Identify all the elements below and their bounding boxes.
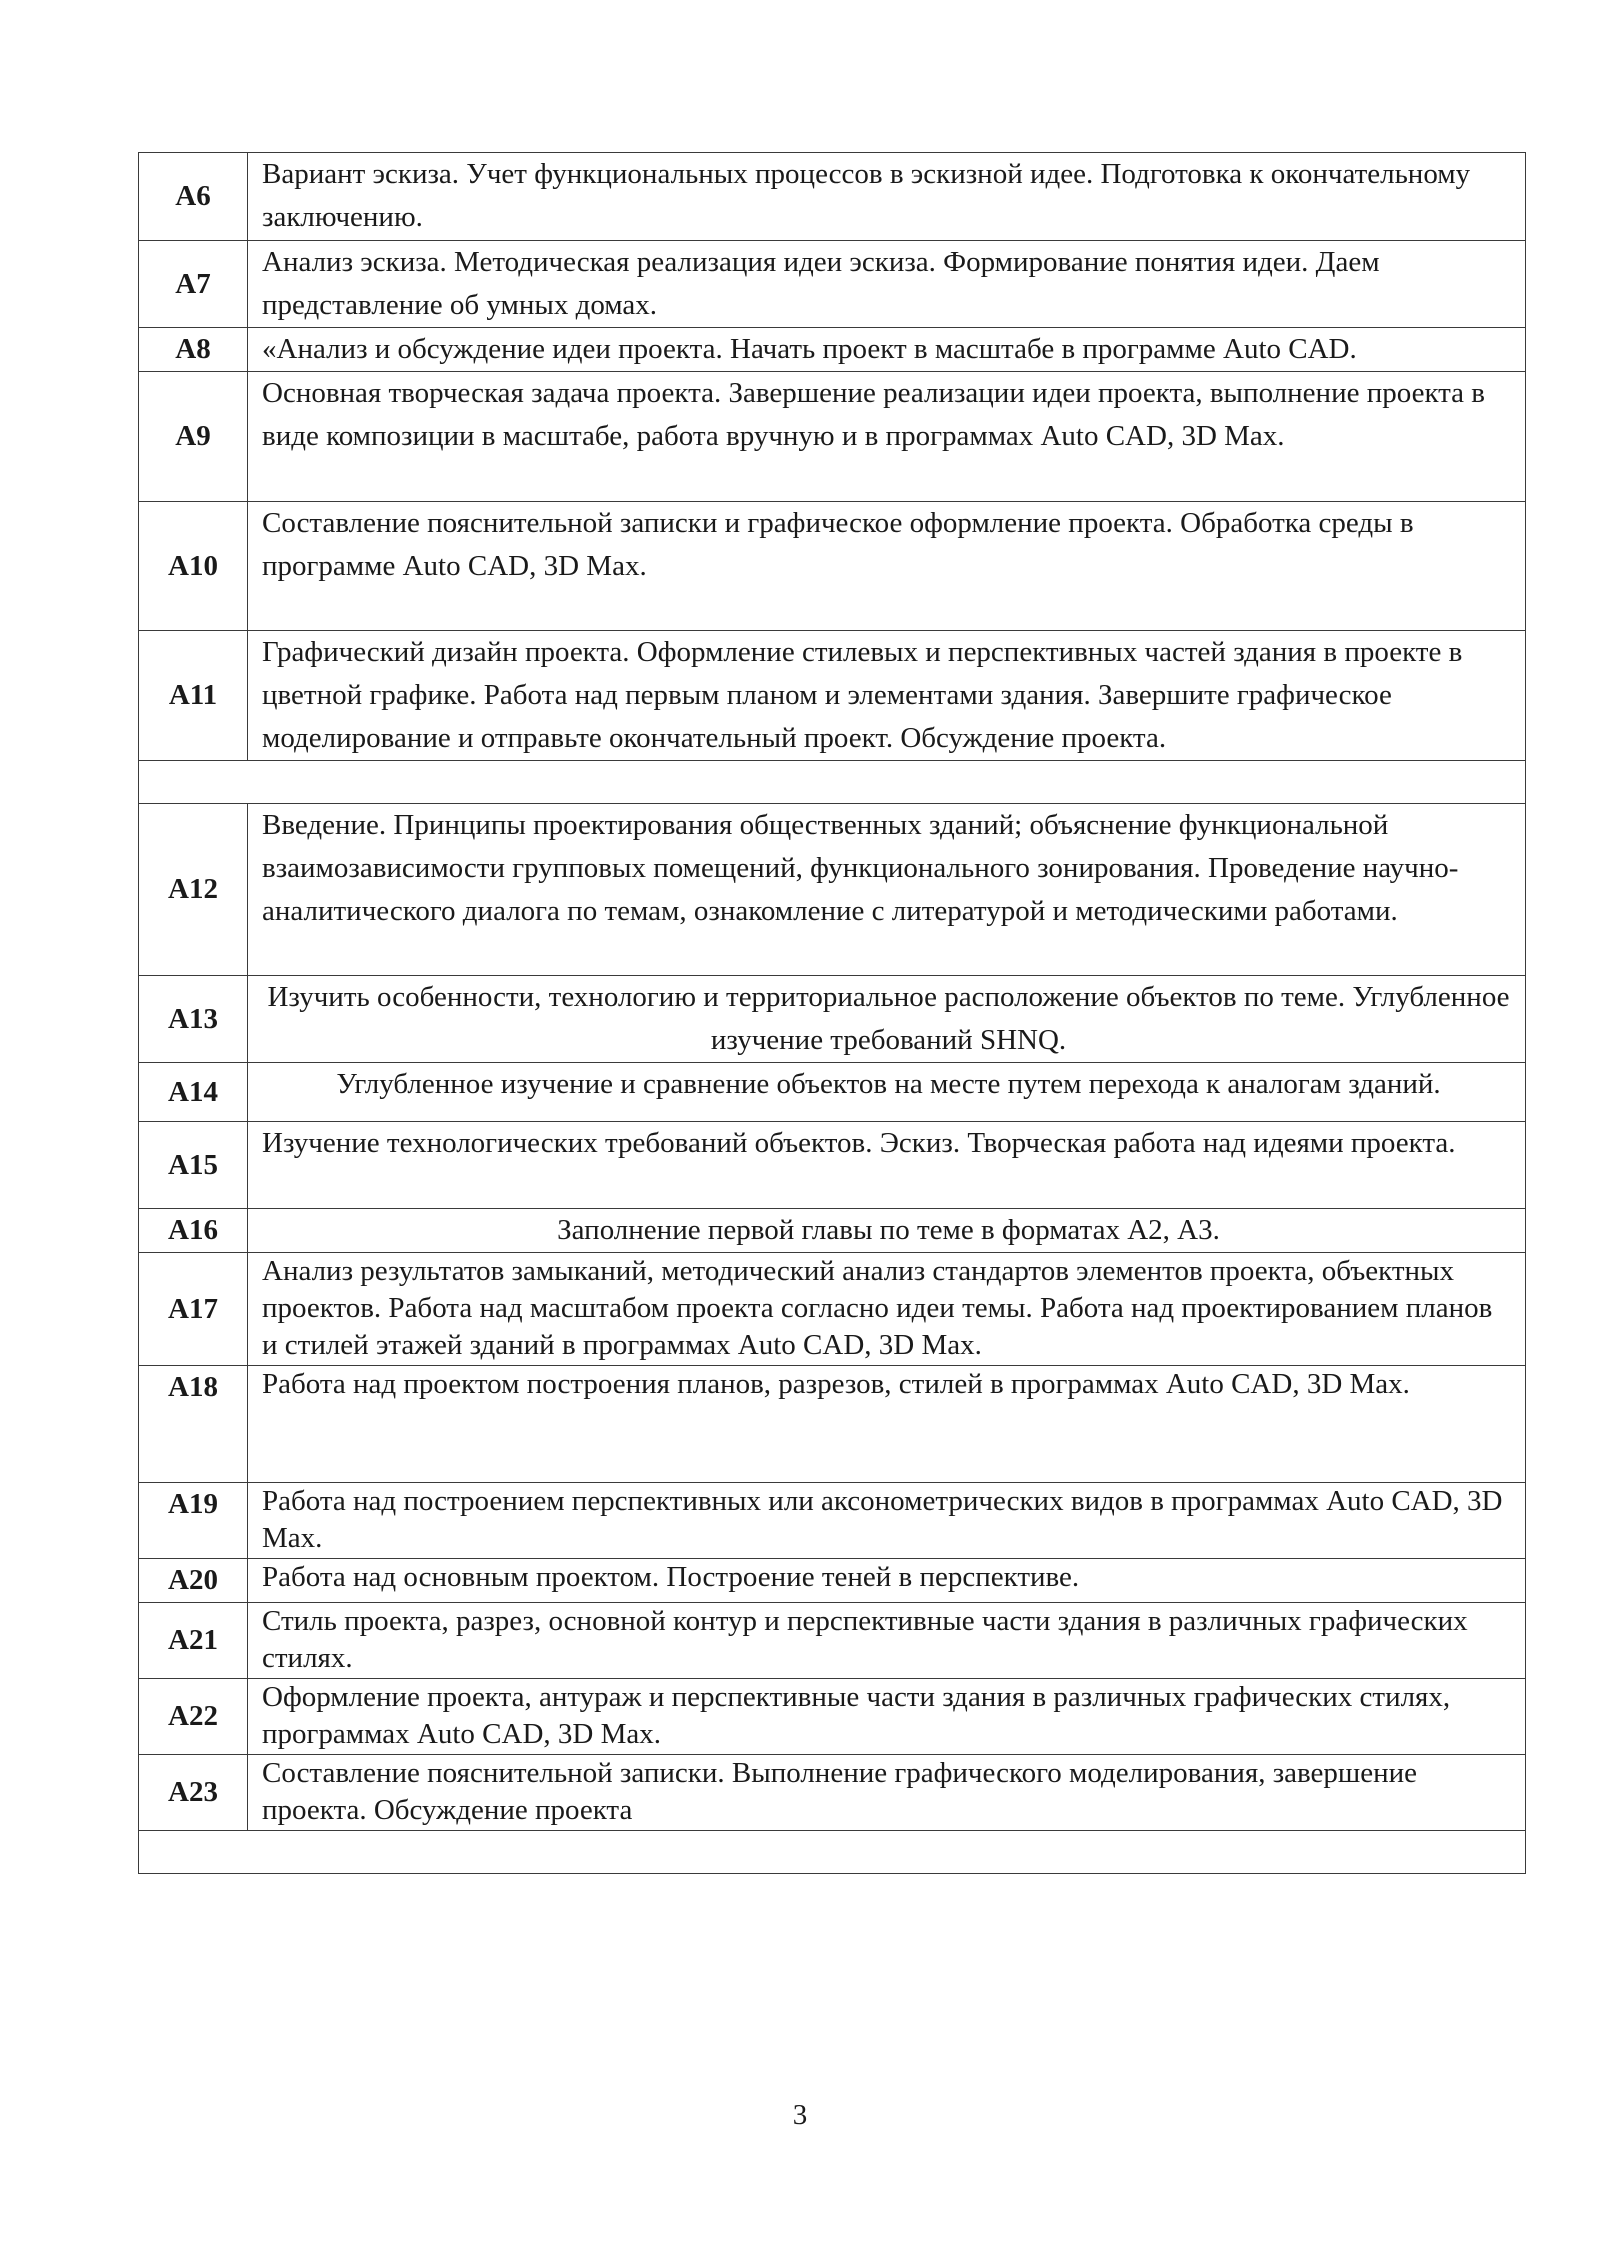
row-code: A7 [139, 241, 248, 328]
row-code: A11 [139, 631, 248, 761]
empty-cell [139, 761, 1526, 804]
row-text: Анализ результатов замыканий, методический анализ стандартов элементов проекта, объектных проектов. Работа над масштабом проекта согласно идеи темы. Работа над проектированием планов и стилей этажей зданий в программах Auto CAD, 3D Max. [248, 1253, 1526, 1366]
table-row [139, 631, 1526, 761]
row-code: A21 [139, 1603, 248, 1679]
row-code: A13 [139, 976, 248, 1063]
row-text: Основная творческая задача проекта. Завершение реализации идеи проекта, выполнение проекта в виде композиции в масштабе, работа вручную и в программах Auto CAD, 3D Max. [248, 372, 1526, 502]
row-text: Изучить особенности, технологию и территориальное расположение объектов по теме. Углубленное изучение требований SHNQ. [248, 976, 1526, 1063]
row-text: Графический дизайн проекта. Оформление стилевых и перспективных частей здания в проекте в цветной графике. Работа над первым планом и элементами здания. Завершите графическое моделирование и отправьте окончательный проект. Обсуждение проекта. [248, 631, 1526, 761]
row-text: Вариант эскиза. Учет функциональных процессов в эскизной идее. Подготовка к окончательному заключению. [248, 153, 1526, 241]
row-code: A19 [139, 1483, 248, 1559]
table-row [139, 1559, 1526, 1603]
row-text: Работа над проектом построения планов, разрезов, стилей в программах Auto CAD, 3D Max. [248, 1366, 1526, 1483]
table-row [139, 1755, 1526, 1831]
row-code: A15 [139, 1122, 248, 1209]
page-number: 3 [792, 2099, 808, 2131]
empty-row [139, 1831, 1526, 1874]
row-code: A10 [139, 502, 248, 631]
row-code: A17 [139, 1253, 248, 1366]
row-text: Углубленное изучение и сравнение объектов на месте путем перехода к аналогам зданий. [248, 1063, 1526, 1122]
row-code: A20 [139, 1559, 248, 1603]
table-row [139, 241, 1526, 328]
row-code: A16 [139, 1209, 248, 1253]
row-text: Заполнение первой главы по теме в форматах А2, А3. [248, 1209, 1526, 1253]
table-row [139, 328, 1526, 372]
empty-row [139, 761, 1526, 804]
table-row [139, 1063, 1526, 1122]
row-text: Оформление проекта, антураж и перспективные части здания в различных графических стилях, программах Auto CAD, 3D Max. [248, 1679, 1526, 1755]
row-code: A18 [139, 1366, 248, 1483]
empty-cell [139, 1831, 1526, 1874]
table-row [139, 502, 1526, 631]
table-row [139, 976, 1526, 1063]
row-code: A9 [139, 372, 248, 502]
row-text: Стиль проекта, разрез, основной контур и перспективные части здания в различных графических стилях. [248, 1603, 1526, 1679]
lesson-plan-table [138, 152, 1526, 1874]
row-text: Работа над построением перспективных или аксонометрических видов в программах Auto CAD, 3D Max. [248, 1483, 1526, 1559]
row-code: A12 [139, 804, 248, 976]
row-text: «Анализ и обсуждение идеи проекта. Начать проект в масштабе в программе Auto CAD. [248, 328, 1526, 372]
table-row [139, 1366, 1526, 1483]
table-row [139, 804, 1526, 976]
row-text: Введение. Принципы проектирования общественных зданий; объяснение функциональной взаимозависимости групповых помещений, функционального зонирования. Проведение научно-аналитического диалога по темам, ознакомление с литературой и методическими работами. [248, 804, 1526, 976]
row-code: A14 [139, 1063, 248, 1122]
row-code: A22 [139, 1679, 248, 1755]
row-code: A8 [139, 328, 248, 372]
table-row [139, 1483, 1526, 1559]
table-row [139, 372, 1526, 502]
row-code: A23 [139, 1755, 248, 1831]
table-row [139, 1603, 1526, 1679]
table-row [139, 1209, 1526, 1253]
row-code: A6 [139, 153, 248, 241]
table-row [139, 1253, 1526, 1366]
table-row [139, 153, 1526, 241]
table-row [139, 1122, 1526, 1209]
table-row [139, 1679, 1526, 1755]
row-text: Составление пояснительной записки и графическое оформление проекта. Обработка среды в программе Auto CAD, 3D Max. [248, 502, 1526, 631]
row-text: Составление пояснительной записки. Выполнение графического моделирования, завершение проекта. Обсуждение проекта [248, 1755, 1526, 1831]
row-text: Анализ эскиза. Методическая реализация идеи эскиза. Формирование понятия идеи. Даем представление об умных домах. [248, 241, 1526, 328]
row-text: Работа над основным проектом. Построение теней в перспективе. [248, 1559, 1526, 1603]
row-text: Изучение технологических требований объектов. Эскиз. Творческая работа над идеями проекта. [248, 1122, 1526, 1209]
